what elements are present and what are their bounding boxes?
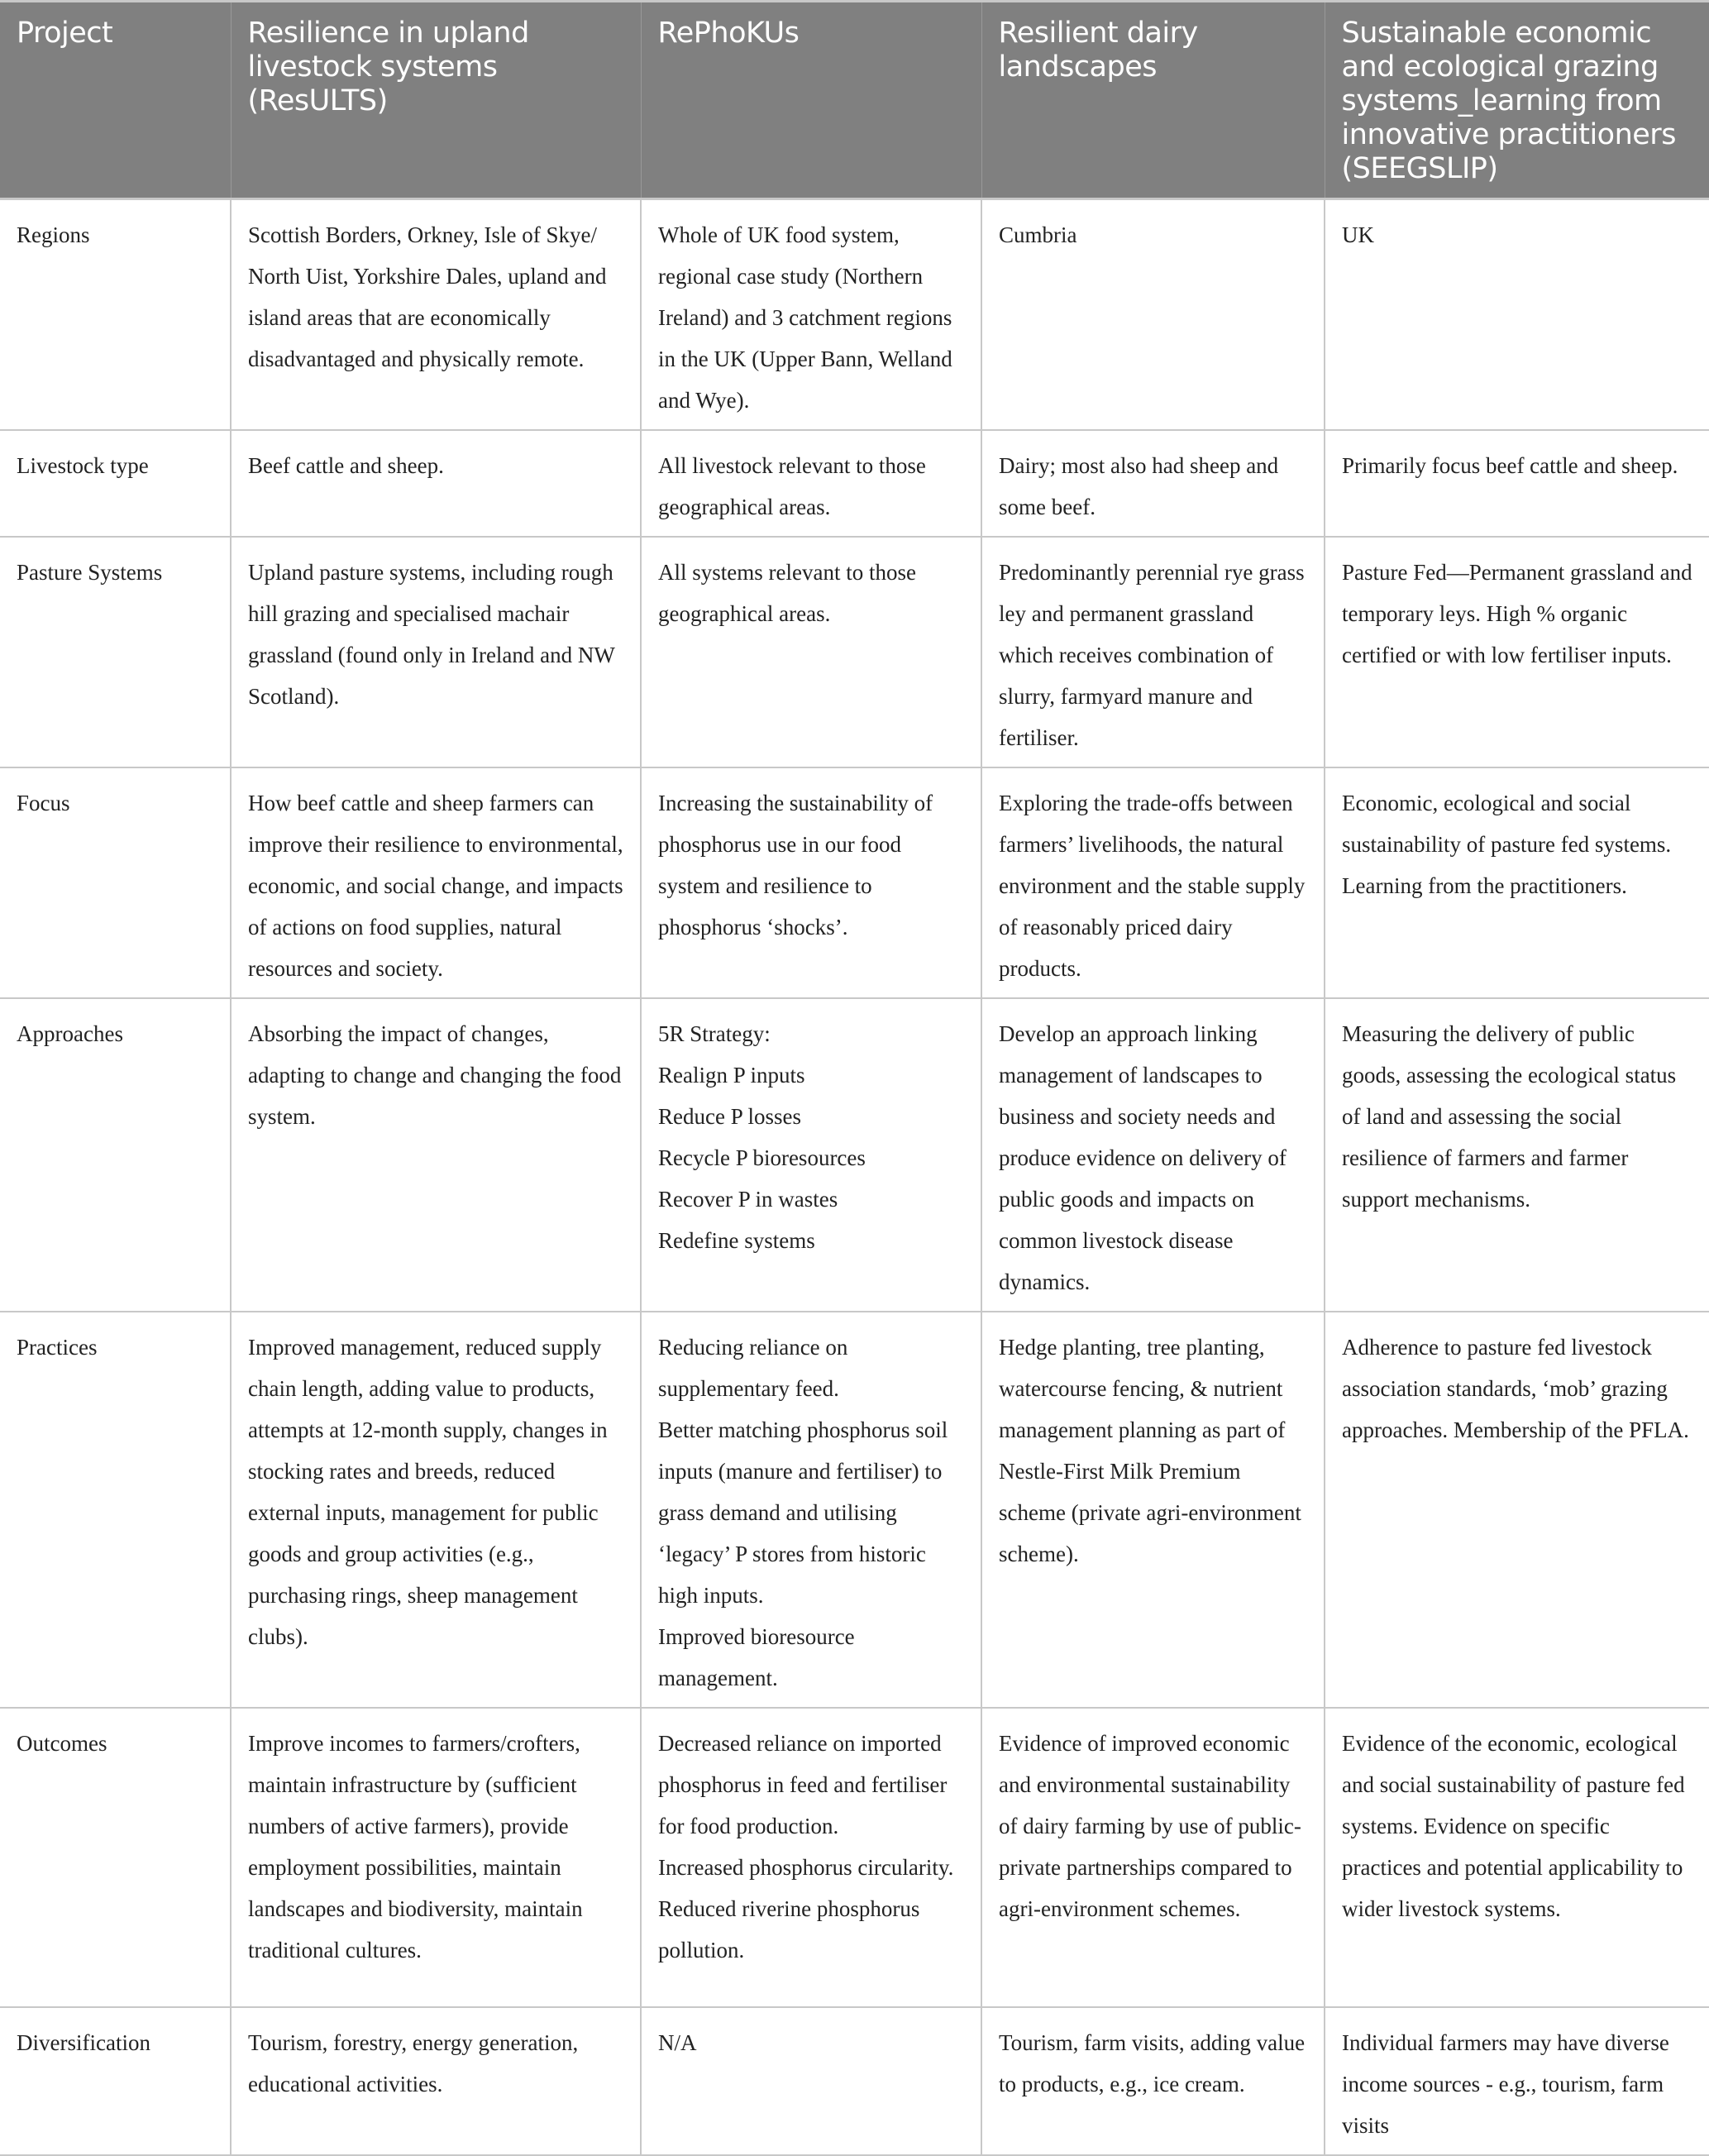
table-cell: Economic, ecological and social sustainability of pasture fed systems. Learning from the practitioners. [1325,767,1709,998]
table-cell: N/A [641,2007,981,2155]
table-row [0,537,1709,767]
table-cell: Increasing the sustainability of phosphorus use in our food system and resilience to phosphorus ‘shocks’. [641,767,981,998]
table-row [0,430,1709,537]
table-cell: Cumbria [981,199,1325,431]
header-project: Project [0,2,231,199]
row-label: Practices [0,1312,231,1708]
table-cell: Evidence of improved economic and environmental sustainability of dairy farming by use of public-private partnerships compared to agri-environment schemes. [981,1708,1325,2007]
row-label: Outcomes [0,1708,231,2007]
table-body [0,199,1709,2156]
table-cell: Evidence of the economic, ecological and social sustainability of pasture fed systems. Evidence on specific practices and potential applicability to wider livestock systems. [1325,1708,1709,2007]
table-cell: Tourism, forestry, energy generation, educational activities. [231,2007,641,2155]
table-row [0,998,1709,1312]
table-cell: Decreased reliance on imported phosphorus in feed and fertiliser for food production. Increased phosphorus circularity. Reduced riverine phosphorus pollution. [641,1708,981,2007]
table-cell: Improved management, reduced supply chain length, adding value to products, attempts at 12-month supply, changes in stocking rates and breeds, reduced external inputs, management for public goods and group activities (e.g., purchasing rings, sheep management clubs). [231,1312,641,1708]
row-label: Pasture Systems [0,537,231,767]
table-row [0,1708,1709,2007]
table-cell: Upland pasture systems, including rough hill grazing and specialised machair grassland (found only in Ireland and NW Scotland). [231,537,641,767]
table-cell: Reducing reliance on supplementary feed. Better matching phosphorus soil inputs (manure and fertiliser) to grass demand and utilising ‘legacy’ P stores from historic high inputs. Improved bioresource management. [641,1312,981,1708]
row-label: Approaches [0,998,231,1312]
table-cell: Whole of UK food system, regional case study (Northern Ireland) and 3 catchment regions in the UK (Upper Bann, Welland and Wye). [641,199,981,431]
table-cell: All livestock relevant to those geographical areas. [641,430,981,537]
header-row [0,2,1709,199]
table-cell: Improve incomes to farmers/crofters, maintain infrastructure by (sufficient numbers of active farmers), provide employment possibilities, maintain landscapes and biodiversity, maintain traditional cultures. [231,1708,641,2007]
row-label: Focus [0,767,231,998]
header-project-2: RePhoKUs [641,2,981,199]
table-cell: Predominantly perennial rye grass ley and permanent grassland which receives combination of slurry, farmyard manure and fertiliser. [981,537,1325,767]
header-project-3: Resilient dairy landscapes [981,2,1325,199]
table-cell: Individual farmers may have diverse income sources - e.g., tourism, farm visits [1325,2007,1709,2155]
table-cell: Scottish Borders, Orkney, Isle of Skye/ North Uist, Yorkshire Dales, upland and island areas that are economically disadvantaged and physically remote. [231,199,641,431]
table-row [0,2007,1709,2155]
table-cell: Hedge planting, tree planting, watercourse fencing, & nutrient management planning as part of Nestle-First Milk Premium scheme (private agri-environment scheme). [981,1312,1325,1708]
row-label: Regions [0,199,231,431]
table-cell: 5R Strategy: Realign P inputs Reduce P losses Recycle P bioresources Recover P in wastes Redefine systems [641,998,981,1312]
table-header [0,2,1709,199]
table-cell: Tourism, farm visits, adding value to products, e.g., ice cream. [981,2007,1325,2155]
table-cell: Primarily focus beef cattle and sheep. [1325,430,1709,537]
table-cell: Measuring the delivery of public goods, assessing the ecological status of land and assessing the social resilience of farmers and farmer support mechanisms. [1325,998,1709,1312]
table-cell: Pasture Fed—Permanent grassland and temporary leys. High % organic certified or with low fertiliser inputs. [1325,537,1709,767]
table-cell: Dairy; most also had sheep and some beef. [981,430,1325,537]
table-cell: How beef cattle and sheep farmers can improve their resilience to environmental, economic, and social change, and impacts of actions on food supplies, natural resources and society. [231,767,641,998]
table-cell: Develop an approach linking management of landscapes to business and society needs and produce evidence on delivery of public goods and impacts on common livestock disease dynamics. [981,998,1325,1312]
table-cell: Beef cattle and sheep. [231,430,641,537]
table-cell: All systems relevant to those geographical areas. [641,537,981,767]
table-row [0,767,1709,998]
table-row [0,199,1709,431]
table-cell: Absorbing the impact of changes, adapting to change and changing the food system. [231,998,641,1312]
header-project-1: Resilience in upland livestock systems (ResULTS) [231,2,641,199]
table-row [0,1312,1709,1708]
table-cell: Adherence to pasture fed livestock association standards, ‘mob’ grazing approaches. Membership of the PFLA. [1325,1312,1709,1708]
row-label: Diversification [0,2007,231,2155]
table-cell: Exploring the trade-offs between farmers’ livelihoods, the natural environment and the stable supply of reasonably priced dairy products. [981,767,1325,998]
row-label: Livestock type [0,430,231,537]
header-project-4: Sustainable economic and ecological grazing systems_learning from innovative practitioners (SEEGSLIP) [1325,2,1709,199]
table-cell: UK [1325,199,1709,431]
